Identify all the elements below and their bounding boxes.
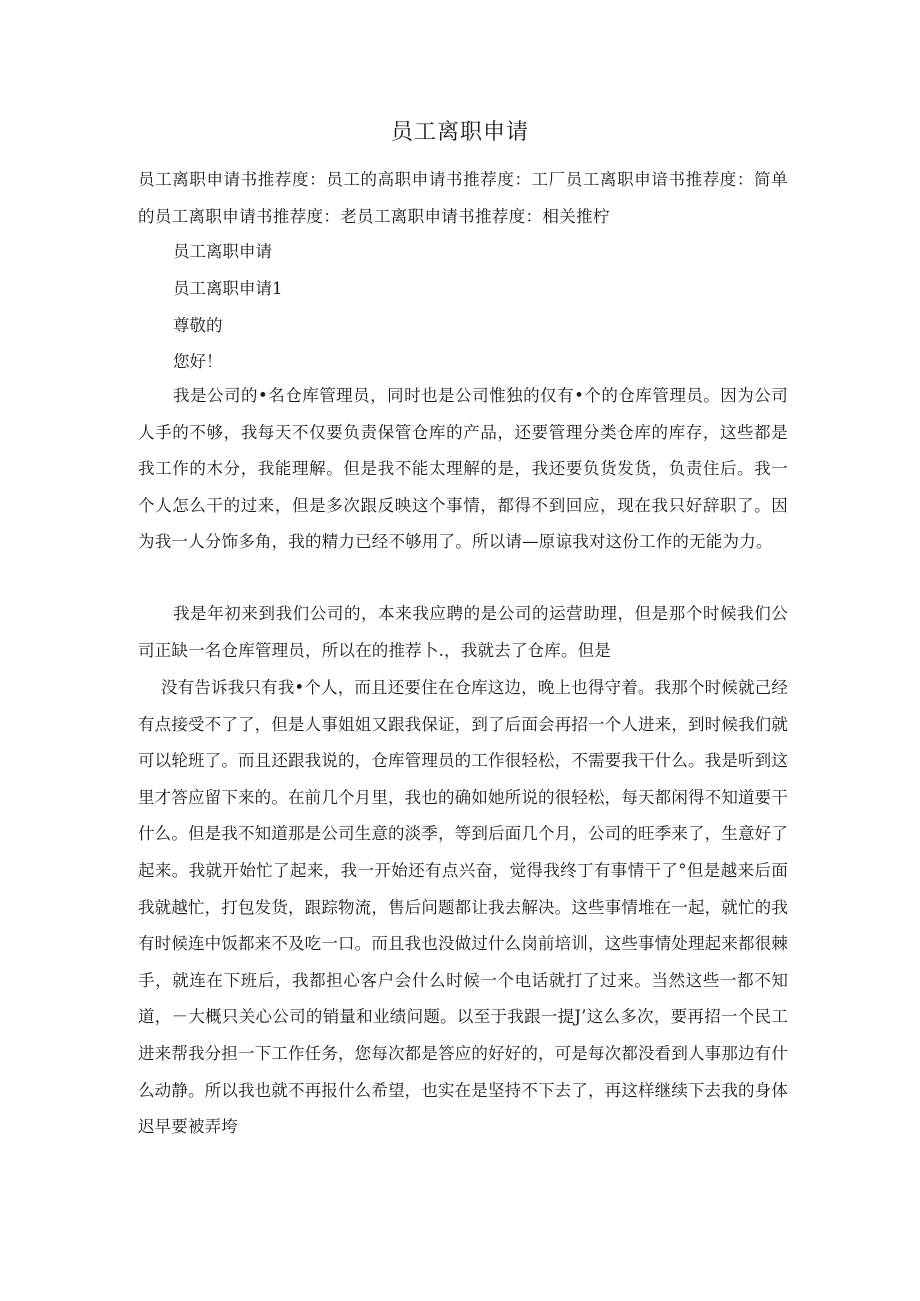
document-title: 员工离职申请 bbox=[390, 120, 529, 145]
body-paragraph: 我是公司的•名仓库管理员，同时也是公司惟独的仅有•个的仓库管理员。因为公司人手的不够，我每天不仅要负责保管仓库的产品，还要管理分类仓库的库存，这些都是我工作的木分，我能理解。但是我不能太理解的是，我还要负货发货，负责住后。我一个人怎么干的过来，但是多次跟反映这个事情，都得不到回应，现在我只好辞职了。因为我一人分饰多角，我的精力已经不够用了。所以请—原谅我对这份工作的无能为力。 bbox=[138, 386, 788, 552]
body-paragraph: 没有告诉我只有我•个人，而且还要住在仓库这边，晚上也得守着。我那个时候就己经有点接受不了了，但是人事姐姐又跟我保证，到了后面会再招一个人进来，到时候我们就可以轮班了。而且还跟我说的，仓库管理员的工作很轻松，不需要我干什么。我是听到这里才答应留下来的。在前几个月里，我也的确如她所说的很轻松，每天都闲得不知道要干什么。但是我不知道那是公司生意的淡季，等到后面几个月，公司的旺季来了，生意好了起来。我就开始忙了起来，我一开始还有点兴奋，觉得我终丁有事情干了°但是越来后面我就越忙，打包发货，跟踪物流，售后问题都让我去解决。这些事情堆在一起，就忙的我有时候连中饭都来不及吃一口。而且我也没做过什么岗前培训，这些事情处理起来都很棘手，就连在下班后，我都担心客户会什么时候一个电话就打了过来。当然这些一都不知道，－大概只关心公司的销量和业绩问题。以至于我跟一提J’这么多次，要再招一个民工进来帮我分担一下工作任务，您每次都是答应的好好的，可是每次都没看到人事那边有什么动静。所以我也就不再报什么希望，也实在是坚持不下去了，再这样继续下去我的身体迟早要被弄垮 bbox=[138, 678, 788, 1137]
greeting: 您好！ bbox=[173, 352, 223, 371]
salutation: 尊敬的 bbox=[173, 316, 223, 335]
section-heading: 员工离职申请 bbox=[173, 242, 272, 261]
body-paragraph: 我是年初来到我们公司的，本来我应聘的是公司的运营助理，但是那个时候我们公司正缺一名仓库管理员，所以在的推荐卜.，我就去了仓库。但是 bbox=[138, 604, 788, 660]
section-heading-numbered: 员工离职申请1 bbox=[173, 279, 283, 298]
intro-paragraph: 员工离职申请书推荐度：员工的高职申请书推荐度：工厂员工离职申谙书推荐度：简单的员工离职申请书推荐度：老员工离职申请书推荐度：相关推柠 bbox=[138, 170, 788, 226]
